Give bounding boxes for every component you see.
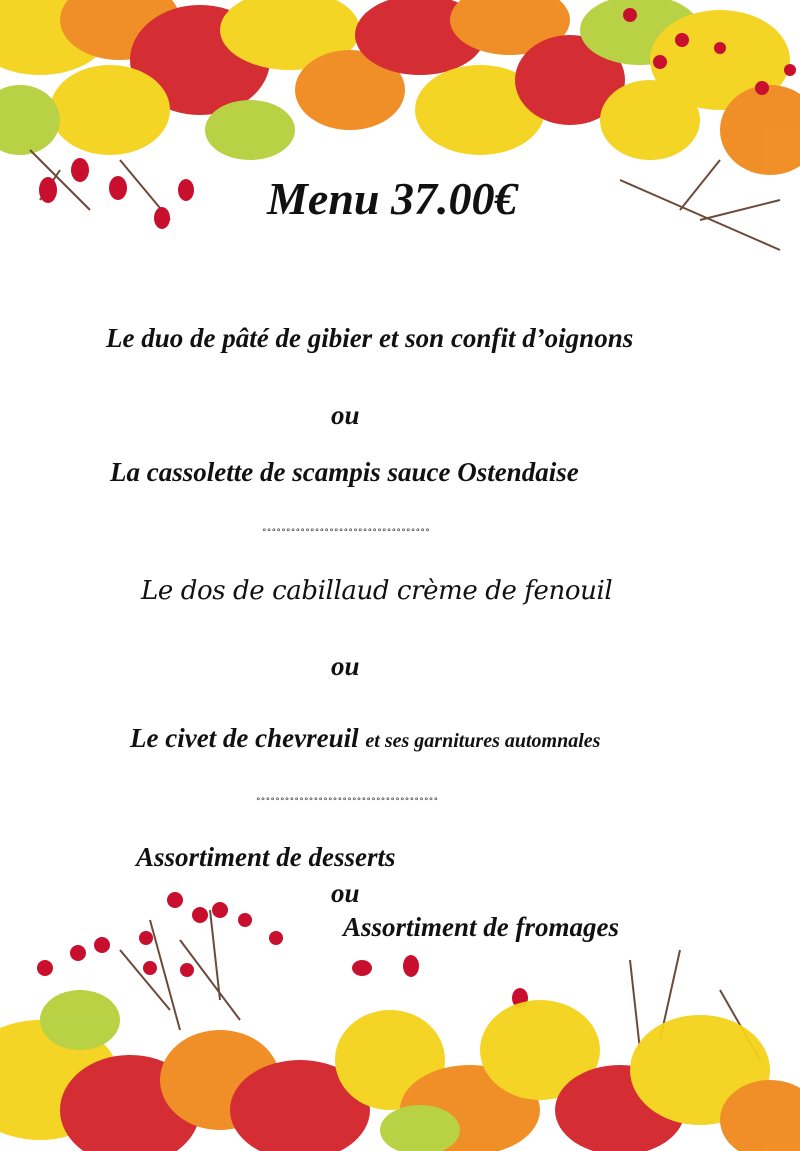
main-option-2-name: Le civet de chevreuil	[130, 723, 359, 753]
or-separator-3: ou	[331, 878, 360, 908]
or-separator-2: ou	[331, 651, 360, 681]
course-divider-2: °°°°°°°°°°°°°°°°°°°°°°°°°°°°°°°°°°°°°°	[256, 797, 439, 807]
autumn-leaves-bottom-decoration	[0, 880, 800, 1151]
main-option-2	[130, 723, 600, 754]
starter-option-1: Le duo de pâté de gibier et son confit d’oignons	[106, 323, 634, 353]
main-option-1: Le dos de cabillaud crème de fenouil	[141, 576, 613, 606]
starter-option-2: La cassolette de scampis sauce Ostendaise	[110, 457, 579, 487]
course-divider-1: °°°°°°°°°°°°°°°°°°°°°°°°°°°°°°°°°°°	[262, 528, 430, 538]
dessert-option-2: Assortiment de fromages	[343, 912, 620, 942]
or-separator-1: ou	[331, 400, 360, 430]
dessert-option-1: Assortiment de desserts	[136, 842, 396, 872]
menu-title: Menu 37.00€	[267, 173, 518, 224]
main-option-2-side: et ses garnitures automnales	[365, 730, 601, 752]
